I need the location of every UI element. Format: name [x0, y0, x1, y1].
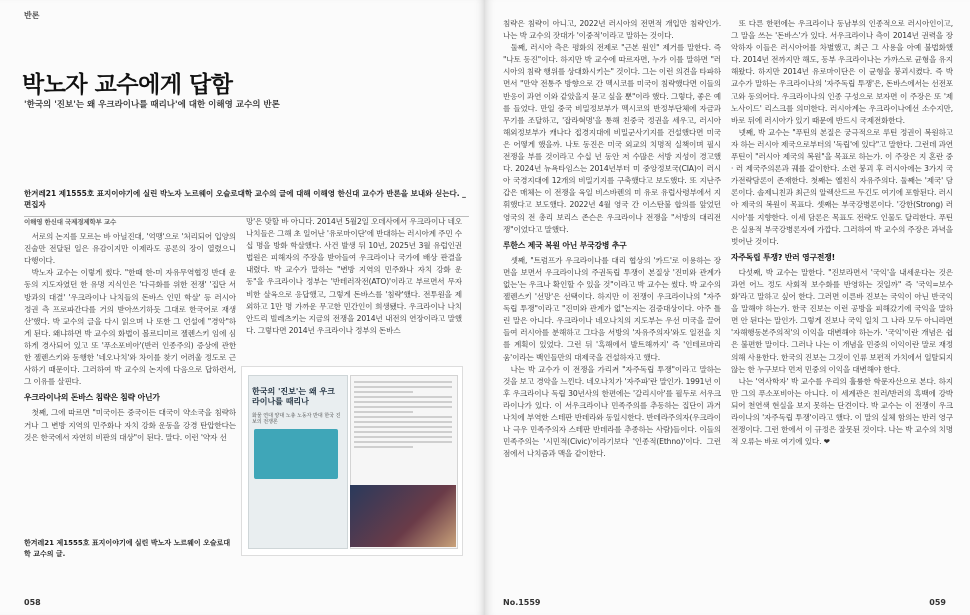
paragraph: 또 다른 한편에는 우크라이나 동남부의 인종적으로 러시아인이고, 그 말을 쓰는 '돈바스'가 있다. 서우크라이나 측이 2014년 권력을 장악하자 이들은 러시아어를 차별했고, 최근 그 사용을 아예 불법화했다. 2014년 전까지만 해도, 동부 우크라이나는 가까스로 균형을 유지해왔다. 하지만 2014년 유로마이단은 이 균형을 붕괴시켰다. 즉 박 교수가 말하는 우크라이나의 '자주독립 투쟁'은, 돈바스에서는 선전포고와 동의어다. 우크라이나의 인종 구성으로 보자면 이 주장은 또 '제노사이드' 리스크를 의미한다. 러시아계는 우크라이나에선 소수지만, 바로 뒤에 러시아가 있기 때문에 반드시 국제전화한다. — [731, 19, 953, 125]
page-number: 059 — [929, 598, 946, 607]
paragraph: 나는 박 교수가 이 전쟁을 가리켜 "자주독립 투쟁"이라고 말하는 것을 보고 경악을 느낀다. 네오나치가 '자주파'란 말인가. 1991년 이후 우크라이나 독립 30년사의 한편에는 '갈리시아'를 필두로 서우크라이나가 있다. 이 서우크라이나 민족주의를 추동하는 집단이 과거 나치에 부역한 스테판 반데라와 동일시한다. 반데라주의자(우크라이나 극우 민족주의자 스테판 반데라를 추종하는 사람)들이다. 이들의 민족주의는 '시민적(Civic)'이라기보다 '인종적(Ethno)'이다. 그런 점에서 나치즘과 맥을 같이한다. — [503, 364, 721, 459]
subhead: '한국의 '진보'는 왜 우크라이나를 때리나'에 대한 이해영 교수의 반론 — [24, 100, 280, 110]
left-column-2 — [246, 216, 462, 337]
paragraph: 넷째, 박 교수는 "푸틴의 본질은 궁극적으로 루틴 정권이 복원하고자 하는 러시아 제국으로부터의 '독립'에 있다"고 말한다. 그런데 과연 푸틴이 "러시아 제국의 복원"을 목표로 하는가. 이 주장은 지 혼란 중 · 러 제국주의론과 궤를 같이한다. 소련 붕괴 후 러시아에는 3가지 국가전략담론이 존재한다. 첫째는 옐친식 자유주의다. 둘째는 '제국' 담론이다. 솔제니친과 최근의 알렉산드르 두긴도 여기에 포함된다. 러시아 제국의 복원이 목표다. 셋째는 부국강병론이다. '강한(Strong) 러시아'를 지향한다. 이세 담론은 목표도 전략도 인물도 달리한다. 푸틴은 실용적 부국강병론자에 가깝다. 그러하여 박 교수의 주장은 과녁을 벗어난 것이다. — [731, 127, 953, 246]
figure-photo — [350, 485, 456, 547]
paragraph: 나는 '역사학자' 박 교수를 우리의 훌륭한 학문자산으로 본다. 하지만 그의 푸소포비아는 아니다. 이 세계관은 친러/반러의 흑백에 강박되어 천연색 현실을 보지 못하는 단견이다. 박 교수는 이 전쟁이 우크라이나의 '자주독립 투쟁'이라고 했다. 이 말의 실체 함의는 반러 영구전쟁이다. 그런 한에서 이 규정은 잘못된 것이다. 나는 박 교수의 치명적 오류는 바로 여기에 있다. ❤ — [731, 376, 953, 447]
paragraph: 박노자 교수는 이렇게 썼다. "한때 한-미 자유무역협정 반대 운동의 지도자였던 한 유명 지식인은 '다극화를 위한 전쟁' '집단 서방과의 대결' '우크라이나 나치들의 돈바스 인민 학살' 등 러시아 정권 측 프로파간다를 거의 받아쓰기하듯 그대로 한국어로 재생산'했다. 박 교수의 글을 다시 읽으며 나 또한 그 언설에 "경악"하게 된다. 왜냐하면 박 교수의 화법이 볼르디미르 젤렌스키 임에 심하게 경사되어 있고 또 '푸소포비아'(반러 인종주의) 증상에 관한 한 젤렌스키와 동행한 '네오나치'와 차이를 찾기 어려울 정도로 근사하기 때문이다. 그러하여 박 교수의 논지에 다음으로 답하련서, 그 이유를 살핀다. — [24, 268, 236, 387]
paragraph: 서로의 논지를 모르는 바 아닐진대, '억맹'으로 '처리되어 입양의 진술만 전달된 일은 유감이지만 이제라도 공론의 장이 열렸으니 다행이다. — [24, 232, 236, 266]
section-heading: 우크라이나의 돈바스 침략은 침략 아닌가 — [24, 393, 160, 403]
paragraph: 다섯째, 박 교수는 말한다. "진보라면서 '국익'을 내세운다는 것은 과연 어느 정도 사회적 보수화를 반영하는 것일까" 즉 '국익=보수화'라고 말하고 싶어 한다. 그러면 이른바 진보는 국익이 아닌 반국익을 말해야 하는가. 한국 진보는 이런 공방을 피해갔기에 국익을 말하면 안 된다는 말인가. 그렇게 진보나 국익 일치 그 나라 모두 아니라면 '자해행동본주의적'의 이익을 대변해야 하는가. '국익'이란 개념은 쉽은 불편한 말이다. 그러나 나는 이 개념을 민중의 이익이란 말로 재정의해 사용한다. 한국의 진보는 그것이 인류 보편적 가치에서 일탈되지 않는 한 누구보다 먼저 민중의 이익을 대변해야 한다. — [731, 267, 953, 374]
issue-number: No.1559 — [503, 598, 541, 607]
section-heading: 자주독립 투쟁? 반러 영구전쟁! — [731, 252, 836, 262]
paragraph: 셋째, "트럼프가 우크라이나를 대리 협상의 '카드'로 이용하는 장면을 보면서 우크라이나의 주권독립 투쟁이 본질상 '진미와 관계가 없는'는 우크나 확인할 수 있을 것"이라고 박 교수는 썼다. 박 교수의 젤렌스키 '선망'은 선택이다. 하지만 이 전쟁이 우크라이나의 "자주독립 투쟁"이라고 "진미와 관계가 없"는지는 검증대상이다. 아주 틀린 말은 아니다. 우크라이나 네오나치의 지도부는 우선 미국을 끌어들여 러시아를 분해하고 그다음 서방의 '자유주의자'와도 일전을 치를 계획이 있었다. 그런 뒤 '흑해에서 발트해까지' 즉 '인테르마리움'이라는 백인들만의 대제국을 건설하자고 했다. — [503, 255, 721, 362]
page-number: 058 — [24, 598, 41, 607]
section-heading: 루한스 제국 복원 아닌 부국강병 추구 — [503, 240, 627, 250]
paragraph: 망'은 맞할 바 아니다. 2014년 5월2일 오데사에서 우크라이나 네오나치들은 그해 초 일어난 '유로마이단'에 반대하는 러시아계 주민 수십 명을 방화 학살했다. 사건 발생 뒤 10년, 2025년 3월 유럽인권법원은 피해자의 주장을 받아들여 우크라이나 국가에 배상 판결을 내렸다. 박 교수가 말하는 "변방 지역의 민주화나 자치 강화 운동"을 우크라이나 정부는 '반테러작전(ATO)'이라고 부르면서 무자비한 살육으로 응답했고, 그렇게 돈바스를 '침략'했다. 전투원을 제외하고 1만 명 가까운 무고한 민간인이 희생됐다. 우크라이나 나치 안드리 빌레츠키는 지금의 전쟁을 2014년 내전의 연장이라고 말했다. 그렇다면 2014년 우크라이나 정부의 돈바스 — [246, 217, 462, 335]
right-page — [485, 0, 970, 615]
right-column-1 — [503, 18, 721, 460]
paragraph: 둘째, 러시아 측은 평화의 전제로 "근본 원인" 제거를 말한다. 즉 "나토 동진"이다. 하지만 박 교수에 따르자면, 누가 이를 말하면 "러시아의 침략 행위를 상대화시키는" 것이다. 그는 이런 의견을 타파하면서 "만약 전통주 방향으로 간 멕시코를 미국이 침략했다면 이들의 반응이 과연 이와 같았을지 묻고 싶을 뿐"이라 했다. 그렇다, 좋은 예를 들었다. 만일 중국 비밀정보부가 멕시코의 반정부단체에 자금과 무기를 조달하고, '잡라혁명'을 통해 친중국 정권을 세우고, 러시아 해외정보부가 캐나다 접경지대에 비밀군사기지를 건설했다면 미국은 어떻게 했을까. 나토 동진은 미국 외교의 치명적 실책이며 필시 전쟁을 부를 것이라고 수십 년 동안 저 수많은 서방 지성이 경고했다. 2024년 뉴욕타임스는 2014년부터 미 중앙정보국(CIA)이 러시아 국경지대에 12개의 비밀기지를 구축했다고 보도했다. 또 지난주 갑은 매체는 이 전쟁을 육일 비스바렌의 미 유로 유럽사령부에서 지휘했다고 보도했다. 2022년 4월 영국 간 이스탄불 합의를 앞었던 영국의 전 총리 보리스 존슨은 우크라이나 전쟁을 "서방의 대리전쟁"이었다고 말했다. — [503, 43, 721, 234]
lead-paragraph: 한겨레21 제1555호 표지이야기에 실린 박노자 노르웨이 오슬로대학 교수의 글에 대해 이해영 한신대 교수가 반론을 보내와 싣는다. _편집자 — [24, 188, 469, 217]
figure-magazine-subtitle: 화물 연대 양대 노총 노동자 반대 한국 진보의 전쟁론 — [252, 413, 341, 425]
paragraph: 첫째, 그에 따르면 "미국이든 중국이든 대국이 약소국을 침략하거나 그 변방 지역의 민주화나 자치 강화 운동을 강경 탄압한다는 것은 한국에서 자연히 비판의 대상"이 된다. 말다. 이런 '약자 선 — [24, 408, 236, 442]
figure-graphic — [254, 429, 338, 479]
figure-caption: 한겨레21 제1555호 표지이야기에 실린 박노자 노르웨이 오슬로대학 교수의 글. — [24, 539, 231, 558]
paragraph: 침략은 침략이 아니고, 2022년 러시아의 전면적 개입만 침략인가. 나는 박 교수의 잣대가 '이중적'이라고 말하는 것이다. — [503, 19, 721, 41]
headline: 박노자 교수에게 답함 — [22, 72, 233, 98]
section-label: 반론 — [24, 11, 40, 20]
left-column-1 — [24, 216, 236, 444]
figure-magazine-title: 한국의 '진보'는 왜 우크라이나를 때리나 — [252, 387, 335, 406]
right-column-2 — [731, 18, 953, 448]
author-byline: 이해영 한신대 국제경제학부 교수 — [24, 218, 117, 226]
figure-text-lines — [354, 381, 452, 451]
magazine-cover-figure — [241, 366, 463, 556]
